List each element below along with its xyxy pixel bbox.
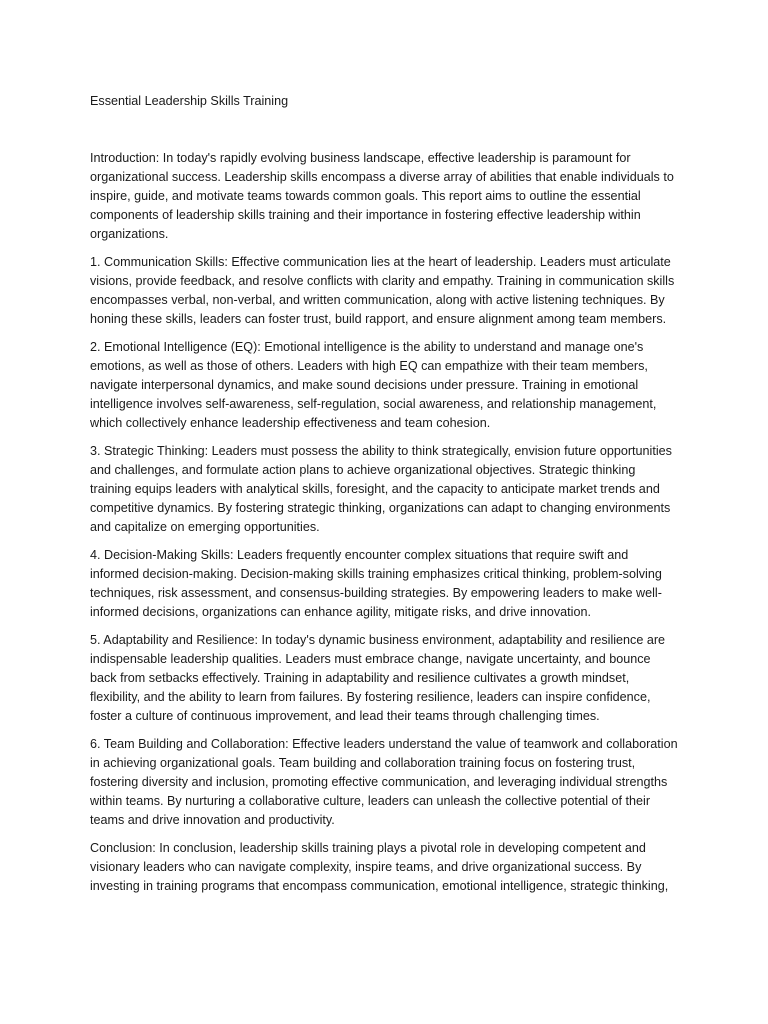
- paragraph-strategic-thinking: 3. Strategic Thinking: Leaders must possess the ability to think strategically, envision future opportunities and challenges, and formulate action plans to achieve organizational objectives. Strategic thinking training equips leaders with analytical skills, foresight, and the capacity to anticipate market trends and competitive dynamics. By fostering strategic thinking, organizations can adapt to changing environments and capitalize on emerging opportunities.: [90, 444, 672, 534]
- paragraph-conclusion: Conclusion: In conclusion, leadership skills training plays a pivotal role in developing competent and visionary leaders who can navigate complexity, inspire teams, and drive organizational success. By investing in training programs that encompass communication, emotional intelligence, strategic thinking,: [90, 841, 669, 894]
- paragraph-list: [90, 149, 680, 896]
- paragraph-team-building: 6. Team Building and Collaboration: Effective leaders understand the value of teamwork and collaboration in achieving organizational goals. Team building and collaboration training focus on fostering trust, fostering diversity and inclusion, promoting effective communication, and leveraging individual strengths within teams. By nurturing a collaborative culture, leaders can unleash the collective potential of their teams and drive innovation and productivity.: [90, 737, 678, 827]
- document-title: Essential Leadership Skills Training: [90, 94, 289, 108]
- paragraph-adaptability-resilience: 5. Adaptability and Resilience: In today's dynamic business environment, adaptability and resilience are indispensable leadership qualities. Leaders must embrace change, navigate uncertainty, and bounce back from setbacks effectively. Training in adaptability and resilience cultivates a growth mindset, flexibility, and the ability to learn from failures. By fostering resilience, leaders can inspire confidence, foster a culture of continuous improvement, and lead their teams through challenging times.: [90, 633, 666, 723]
- paragraph-decision-making: 4. Decision-Making Skills: Leaders frequently encounter complex situations that require swift and informed decision-making. Decision-making skills training emphasizes critical thinking, problem-solving techniques, risk assessment, and consensus-building strategies. By empowering leaders to make well-informed decisions, organizations can enhance agility, mitigate risks, and drive innovation.: [90, 548, 662, 619]
- paragraph-emotional-intelligence: 2. Emotional Intelligence (EQ): Emotional intelligence is the ability to understand and manage one's emotions, as well as those of others. Leaders with high EQ can empathize with their team members, navigate interpersonal dynamics, and make sound decisions under pressure. Training in emotional intelligence involves self-awareness, self-regulation, social awareness, and relationship management, which collectively enhance leadership effectiveness and team cohesion.: [90, 340, 657, 430]
- paragraph-communication-skills: 1. Communication Skills: Effective communication lies at the heart of leadership. Leaders must articulate visions, provide feedback, and resolve conflicts with clarity and empathy. Training in communication skills encompasses verbal, non-verbal, and written communication, along with active listening techniques. By honing these skills, leaders can foster trust, build rapport, and ensure alignment among team members.: [90, 254, 675, 326]
- document-body: [90, 92, 680, 906]
- paragraph-introduction: Introduction: In today's rapidly evolving business landscape, effective leadership is paramount for organizational success. Leadership skills encompass a diverse array of abilities that enable individuals to inspire, guide, and motivate teams towards common goals. This report aims to outline the essential components of leadership skills training and their importance in fostering effective leadership within organizations.: [90, 150, 674, 241]
